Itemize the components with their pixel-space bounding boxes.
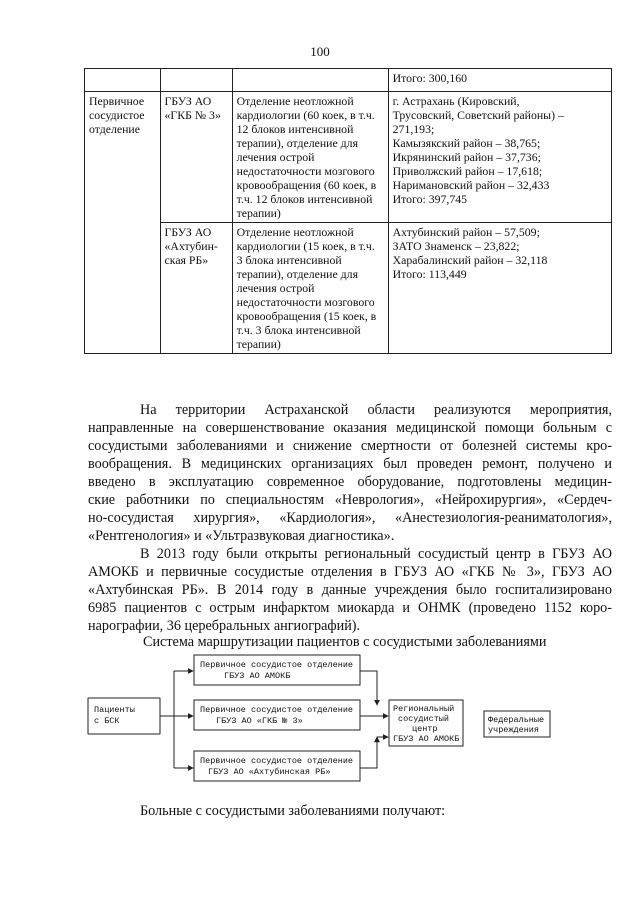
- pso-label: Первичное сосудистое отделение: [200, 756, 354, 766]
- pso-label: Первичное сосудистое отделение: [200, 705, 354, 715]
- page-number: 100: [310, 44, 330, 59]
- scheme-title: Система маршрутизации пациентов с сосудистыми заболеваниями: [143, 634, 547, 650]
- areas-cell: Ахтубинский район – 57,509; ЗАТО Знаменск – 23,822; Харабалинский район – 32,118 Итого: 113,449: [388, 223, 611, 354]
- pso-label: ГБУЗ АО АМОКБ: [224, 671, 291, 681]
- dept-cell: Отделение неотложной кардиологии (15 коек, в т.ч. 3 блока интенсивной терапии), отделение для лечения острой недостаточности мозгового кровообращения (15 коек, в т.ч. 3 блока интенсивной терапии): [232, 223, 388, 354]
- pso-label: Первичное сосудистое отделение: [200, 660, 354, 670]
- dept-cell: Отделение неотложной кардиологии (60 коек, в т.ч. 12 блоков интенсивной терапии), отделение для лечения острой недостаточности мозгового кровообращения (60 коек, в т.ч. 12 блоков интенсивной терапии): [232, 92, 388, 223]
- federal-label: Федеральные: [488, 715, 545, 725]
- patients-label: Пациенты: [94, 705, 135, 715]
- regional-label: сосудистый: [398, 714, 450, 724]
- regional-label: центр: [412, 724, 438, 734]
- paragraph-centers: В 2013 году были открыты региональный сосудистый центр в ГБУЗ АО АМОКБ и первичные сосудистые отделения в ГБУЗ АО «ГКБ № 3», ГБУЗ АО «Ахтубинская РБ». В 2014 году в данные учреждения было госпитализировано 6985 пациентов с острым инфарктом миокарда и ОНМК (проведено 1152 коро- нарографии, 36 церебральных ангиографий).: [88, 546, 612, 634]
- total-cell: Итого: 300,160: [388, 69, 611, 92]
- federal-label: учреждения: [488, 725, 540, 735]
- group-label-cell: Первичное сосудистое отделение: [85, 92, 161, 354]
- connector-line: [360, 671, 377, 705]
- org-cell: ГБУЗ АО «Ахтубин- ская РБ»: [160, 223, 232, 354]
- connector-line: [360, 737, 377, 768]
- footer-text: Больные с сосудистыми заболеваниями получают:: [140, 803, 446, 819]
- pso-label: ГБУЗ АО «Ахтубинская РБ»: [208, 767, 331, 777]
- org-cell: ГБУЗ АО «ГКБ № 3»: [160, 92, 232, 223]
- pso-label: ГБУЗ АО «ГКБ № 3»: [216, 716, 303, 726]
- paragraph-measures: На территории Астраханской области реализуются мероприятия, направленные на совершенствование оказания медицинской помощи больным с сосудистыми заболеваниями и снижение смертности от болезней системы кро- вообращения. В медицинских организациях был проведен ремонт, получено и введено в эксплуатацию современное оборудование, подготовлены медицин- ские работники по специальностям «Неврология», «Нейрохирургия», «Сердеч- но-сосудистая хирургия», «Кардиология», «Анестезиология-реаниматология», «Рентгенология» и «Ультразвуковая диагностика».: [88, 402, 612, 544]
- patients-label: с БСК: [94, 716, 120, 726]
- areas-cell: г. Астрахань (Кировский, Трусовский, Советский районы) – 271,193; Камызякский район – 38,765; Икрянинский район – 37,736; Приволжский район – 17,618; Наримановский район – 32,433 Итого: 397,745: [388, 92, 611, 223]
- regional-label: Региональный: [393, 704, 455, 714]
- regional-label: ГБУЗ АО АМОКБ: [393, 734, 460, 744]
